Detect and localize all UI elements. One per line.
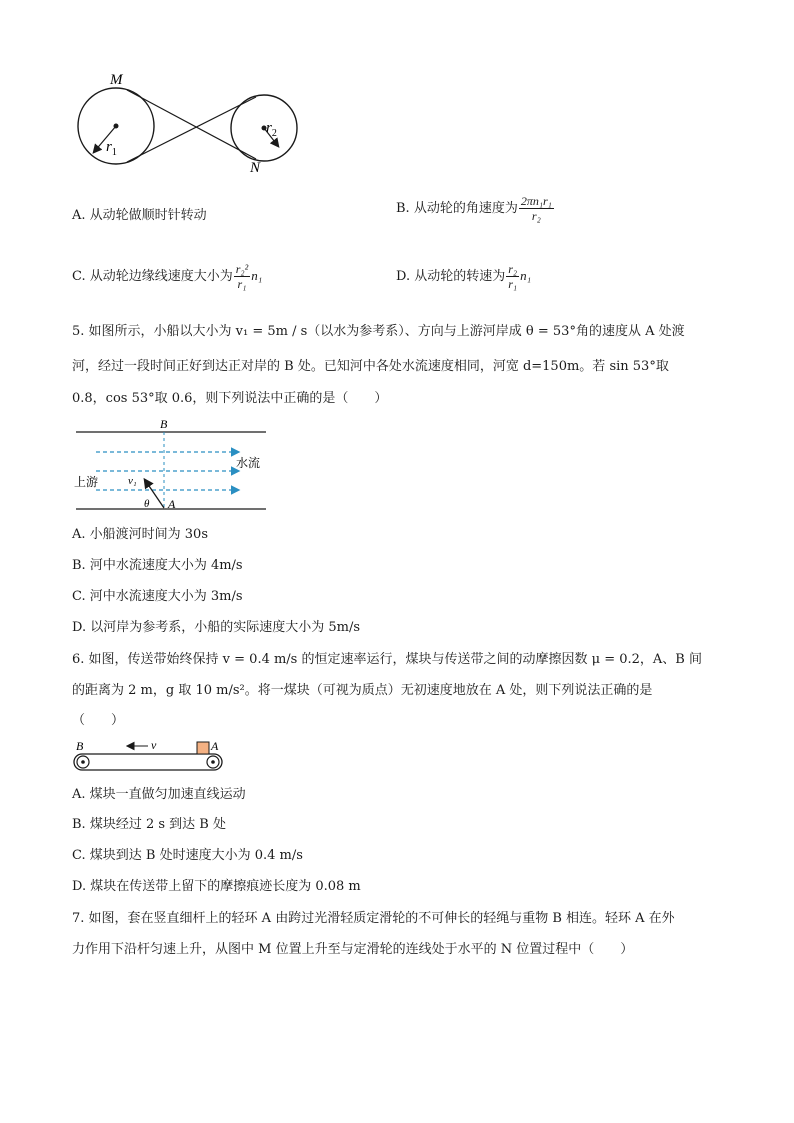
label-a: A xyxy=(211,739,219,753)
q6-stem-line3: （ ） xyxy=(72,713,125,728)
q4-option-b: B. 从动轮的角速度为 $\frac{\text{2πn₁r₁}}{\text{r₂}}$ xyxy=(396,194,552,223)
coal-block xyxy=(197,742,209,754)
q4-option-d-fraction: $\frac{\text{r₂}}{\text{r₁}}$ xyxy=(508,262,518,291)
label-upstream: 上游 xyxy=(74,475,99,489)
label-flow: 水流 xyxy=(236,456,261,470)
conveyor-figure xyxy=(70,736,230,776)
label-b: B xyxy=(160,417,168,431)
q5-stem-line1: 5. 如图所示，小船以大小为 v₁ = 5m / s（以水为参考系）、方向与上游河岸成 θ = 53°角的速度从 A 处渡 xyxy=(72,324,685,339)
label-n: N xyxy=(250,160,261,176)
q5-stem-line2: 河，经过一段时间正好到达正对岸的 B 处。已知河中各处水流速度相同，河宽 d=150m。若 sin 53°取 xyxy=(72,359,669,374)
q4-option-b-fraction: $\frac{\text{2πn₁r₁}}{\text{r₂}}$ xyxy=(520,194,552,223)
conveyor-belt xyxy=(74,754,222,770)
belt-line xyxy=(127,97,256,162)
q6-option-b: B. 煤块经过 2 s 到达 B 处 xyxy=(72,817,226,832)
q4-option-a: A. 从动轮做顺时针转动 xyxy=(72,208,207,223)
river-figure xyxy=(70,416,280,516)
q5-option-d: D. 以河岸为参考系，小船的实际速度大小为 5m/s xyxy=(72,620,361,635)
label-m: M xyxy=(110,72,123,88)
q7-stem-line2: 力作用下沿杆匀速上升，从图中 M 位置上升至与定滑轮的连线处于水平的 N 位置过程中（ ） xyxy=(72,942,634,957)
q6-stem-line2: 的距离为 2 m，g 取 10 m/s²。将一煤块（可视为质点）无初速度地放在 A 处，则下列说法正确的是 xyxy=(72,683,653,698)
q4-option-c: C. 从动轮边缘线速度大小为 $\frac{\text{r₂²}}{\text{r₁}}$ n₁ xyxy=(72,262,263,291)
q6-option-d: D. 煤块在传送带上留下的摩擦痕迹长度为 0.08 m xyxy=(72,879,361,894)
label-theta: θ xyxy=(144,498,150,510)
q5-stem-line3: 0.8，cos 53°取 0.6，则下列说法中正确的是（ ） xyxy=(72,391,388,406)
q7-stem-line1: 7. 如图，套在竖直细杆上的轻环 A 由跨过光滑轻质定滑轮的不可伸长的轻绳与重物 B 相连。轻环 A 在外 xyxy=(72,911,675,926)
q4-option-d: D. 从动轮的转速为 $\frac{\text{r₂}}{\text{r₁}}$ n₁ xyxy=(396,262,532,291)
label-r1: $r_1$ xyxy=(106,139,117,158)
label-b: B xyxy=(76,739,84,753)
label-v: v xyxy=(151,738,157,752)
label-r2: $r_2$ xyxy=(266,120,277,139)
q6-option-a: A. 煤块一直做匀加速直线运动 xyxy=(72,787,246,802)
q4-option-c-fraction: $\frac{\text{r₂²}}{\text{r₁}}$ xyxy=(235,262,249,291)
label-v1: v₁ xyxy=(128,475,137,487)
q6-option-c: C. 煤块到达 B 处时速度大小为 0.4 m/s xyxy=(72,848,303,863)
pulley-figure xyxy=(70,66,310,178)
q6-stem-line1: 6. 如图，传送带始终保持 v = 0.4 m/s 的恒定速率运行，煤块与传送带之间的动摩擦因数 μ = 0.2，A、B 间 xyxy=(72,652,702,667)
q5-option-a: A. 小船渡河时间为 30s xyxy=(72,527,208,542)
q5-option-c: C. 河中水流速度大小为 3m/s xyxy=(72,589,243,604)
q5-option-b: B. 河中水流速度大小为 4m/s xyxy=(72,558,243,573)
label-a: A xyxy=(168,497,176,511)
